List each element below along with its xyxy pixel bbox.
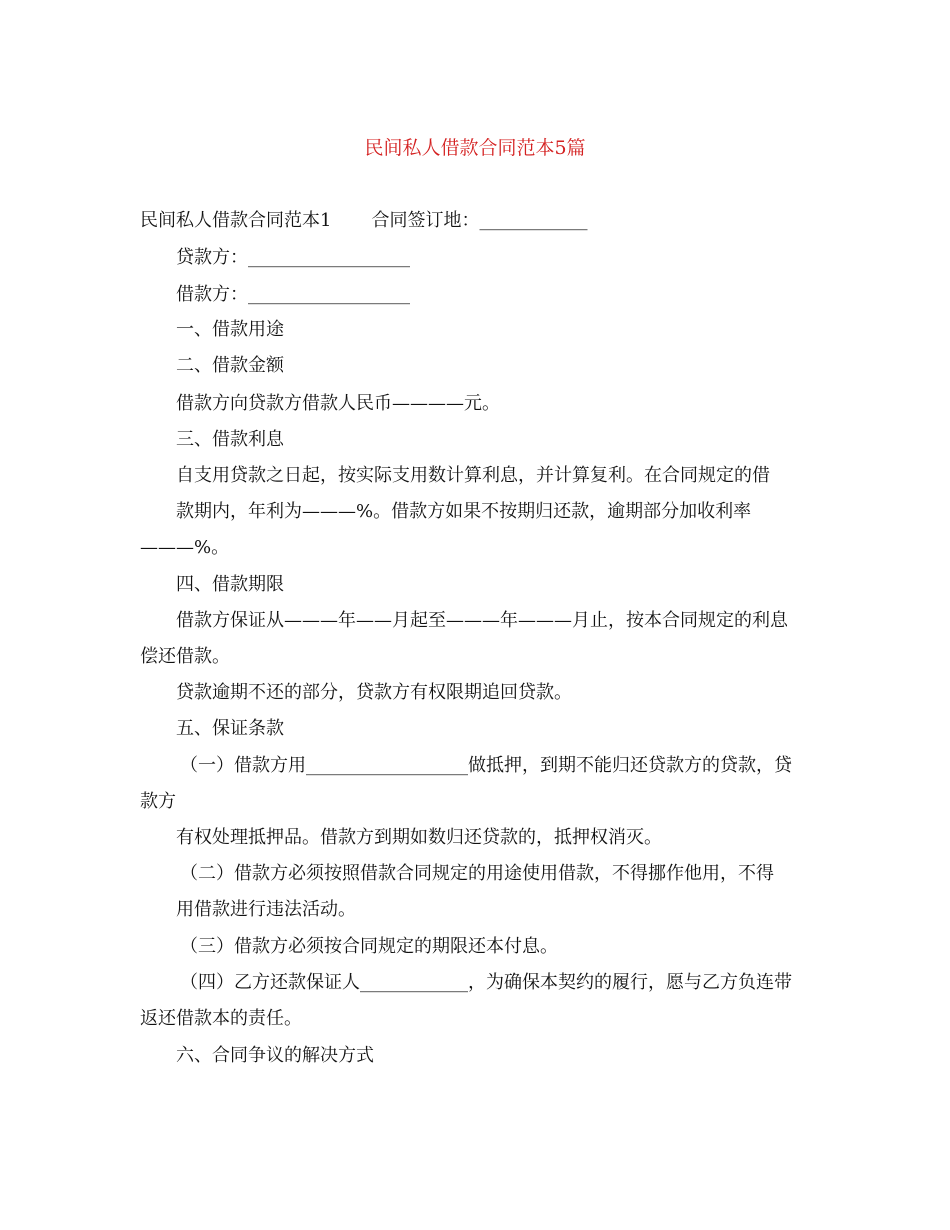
section-heading-dispute: 六、合同争议的解决方式 <box>176 1045 374 1066</box>
paragraph-line: ———%。 <box>140 537 230 558</box>
paragraph-line: 返还借款本的责任。 <box>140 1008 302 1029</box>
paragraph-line: （四）乙方还款保证人____________，为确保本契约的履行，愿与乙方负连带 <box>180 972 792 993</box>
contract-heading: 民间私人借款合同范本1 <box>140 210 332 231</box>
paragraph-line: （三）借款方必须按合同规定的期限还本付息。 <box>180 936 558 957</box>
paragraph-line: （一）借款方用__________________做抵押，到期不能归还贷款方的贷款，贷 <box>180 755 792 776</box>
section-heading-guarantee: 五、保证条款 <box>176 718 284 739</box>
paragraph-line: 用借款进行违法活动。 <box>176 899 356 920</box>
section-heading-amount: 二、借款金额 <box>176 355 284 376</box>
section-heading-interest: 三、借款利息 <box>176 429 284 450</box>
paragraph-line: 借款方保证从———年——月起至———年———月止，按本合同规定的利息 <box>176 610 788 631</box>
paragraph-line: 贷款逾期不还的部分，贷款方有权限期追回贷款。 <box>176 682 572 703</box>
paragraph-line: 款方 <box>140 791 176 812</box>
section-heading-purpose: 一、借款用途 <box>176 319 284 340</box>
sign-place-field: 合同签订地：____________ <box>371 210 588 231</box>
paragraph-line: 款期内，年利为———%。借款方如果不按期归还款，逾期部分加收利率 <box>176 501 752 522</box>
paragraph-line: 借款方向贷款方借款人民币————元。 <box>176 393 500 414</box>
paragraph-line: （二）借款方必须按照借款合同规定的用途使用借款，不得挪作他用，不得 <box>180 863 774 884</box>
section-heading-term: 四、借款期限 <box>176 574 284 595</box>
lender-line: 贷款方：__________________ <box>176 247 410 268</box>
borrower-line: 借款方：__________________ <box>176 284 410 305</box>
heading-line <box>140 209 587 233</box>
paragraph-line: 自支用贷款之日起，按实际支用数计算利息，并计算复利。在合同规定的借 <box>176 465 770 486</box>
paragraph-line: 有权处理抵押品。借款方到期如数归还贷款的，抵押权消灭。 <box>176 827 662 848</box>
document-title: 民间私人借款合同范本5篇 <box>364 137 586 159</box>
paragraph-line: 偿还借款。 <box>140 646 230 667</box>
